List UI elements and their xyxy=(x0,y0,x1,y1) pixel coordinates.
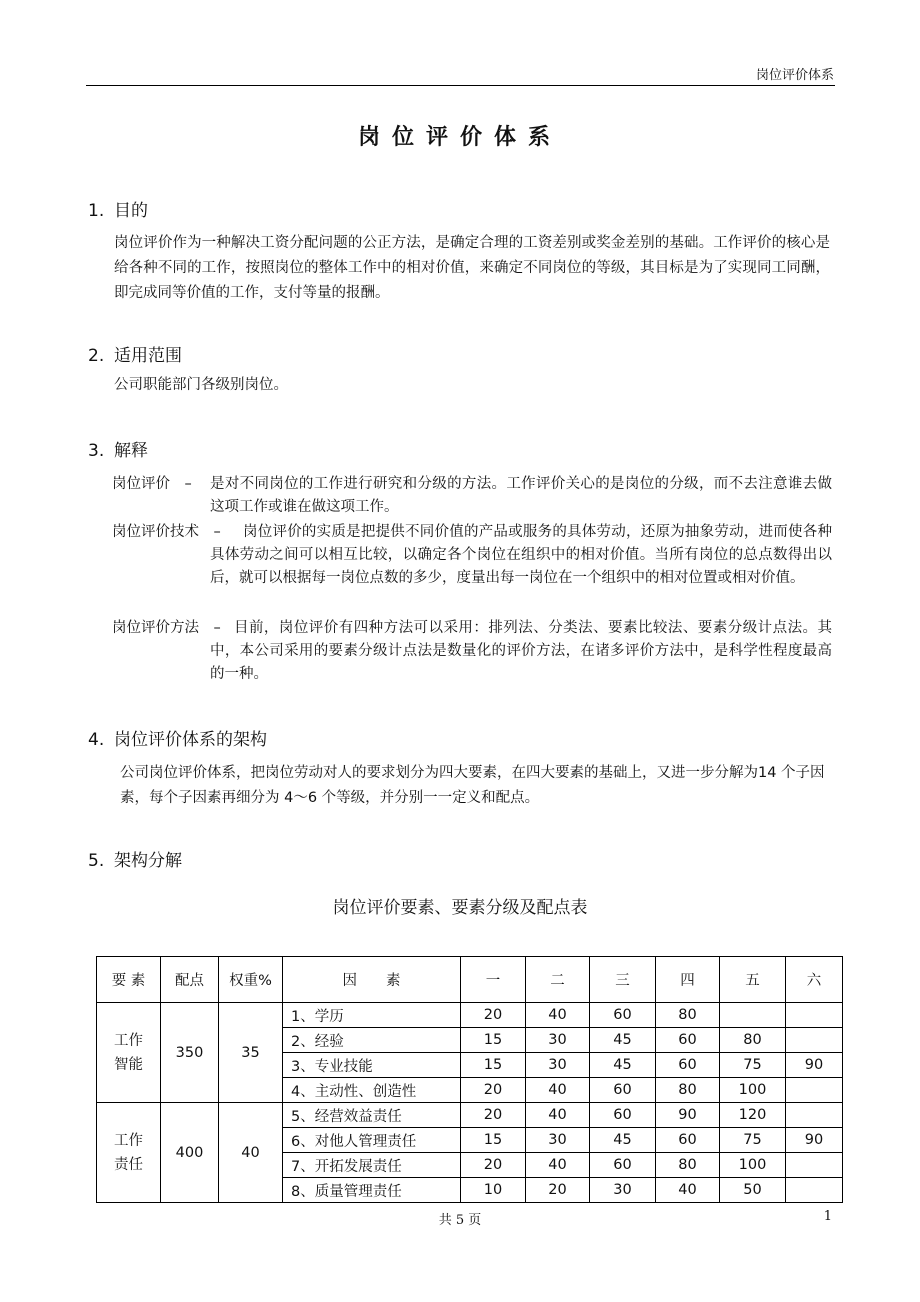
level-cell xyxy=(786,1103,843,1128)
definition-body: 是对不同岗位的工作进行研究和分级的方法。工作评价关心的是岗位的分级，而不去注意谁去做这项工作或谁在做这项工作。 xyxy=(210,476,832,515)
level-cell: 90 xyxy=(786,1053,843,1078)
level-cell: 30 xyxy=(526,1128,590,1153)
level-cell: 30 xyxy=(590,1178,656,1203)
factor-cell: 6、对他人管理责任 xyxy=(283,1128,461,1153)
factor-points-table xyxy=(96,956,843,1203)
header-cell: 四 xyxy=(656,957,720,1003)
level-cell xyxy=(786,1078,843,1103)
section-4-heading xyxy=(88,725,267,750)
section-number: 5. xyxy=(88,851,105,871)
level-cell: 90 xyxy=(786,1128,843,1153)
factor-cell: 4、主动性、创造性 xyxy=(283,1078,461,1103)
level-cell: 45 xyxy=(590,1028,656,1053)
page-total: 共 5 页 xyxy=(438,1213,482,1228)
header-cell: 二 xyxy=(526,957,590,1003)
level-cell: 60 xyxy=(590,1078,656,1103)
element-cell xyxy=(97,1103,161,1203)
level-cell: 50 xyxy=(720,1178,786,1203)
definition-term: 岗位评价 – xyxy=(112,476,192,492)
section-number: 4. xyxy=(88,730,105,750)
level-cell: 60 xyxy=(590,1003,656,1028)
header-rule xyxy=(86,85,835,86)
level-cell: 20 xyxy=(461,1003,526,1028)
section-title: 岗位评价体系的架构 xyxy=(114,730,267,750)
level-cell xyxy=(786,1028,843,1053)
level-cell: 40 xyxy=(526,1003,590,1028)
table-caption: 岗位评价要素、要素分级及配点表 xyxy=(332,898,588,918)
header-cell: 配点 xyxy=(161,957,219,1003)
element-label: 工作智能 xyxy=(113,1032,143,1073)
level-cell: 75 xyxy=(720,1053,786,1078)
section-number: 3. xyxy=(88,441,105,461)
level-cell xyxy=(786,1153,843,1178)
element-cell xyxy=(97,1003,161,1103)
header-cell: 五 xyxy=(720,957,786,1003)
section-title: 适用范围 xyxy=(114,346,182,366)
level-cell: 60 xyxy=(656,1128,720,1153)
header-cell: 三 xyxy=(590,957,656,1003)
level-cell: 20 xyxy=(526,1178,590,1203)
document-title: 岗位评价体系 xyxy=(357,125,562,150)
page-number: 1 xyxy=(823,1209,832,1224)
level-cell: 75 xyxy=(720,1128,786,1153)
section-1-heading xyxy=(88,196,148,221)
section-1-text: 岗位评价作为一种解决工资分配问题的公正方法，是确定合理的工资差别或奖金差别的基础。工作评价的核心是给各种不同的工作，按照岗位的整体工作中的相对价值，来确定不同岗位的等级，其目标是为了实现同工同酬，即完成同等价值的工作，支付等量的报酬。 xyxy=(114,235,830,301)
level-cell: 120 xyxy=(720,1103,786,1128)
section-number: 1. xyxy=(88,201,105,221)
level-cell: 80 xyxy=(656,1153,720,1178)
section-title: 目的 xyxy=(114,201,148,221)
section-5-heading xyxy=(88,846,182,871)
header-cell: 因 素 xyxy=(283,957,461,1003)
section-number: 2. xyxy=(88,346,105,366)
level-cell: 45 xyxy=(590,1053,656,1078)
header-cell: 权重% xyxy=(219,957,283,1003)
definition-body: 岗位评价的实质是把提供不同价值的产品或服务的具体劳动，还原为抽象劳动，进而使各种具体劳动之间可以相互比较，以确定各个岗位在组织中的相对价值。当所有岗位的总点数得出以后，就可以根据每一岗位点数的多少，度量出每一岗位在一个组织中的相对位置或相对价值。 xyxy=(210,524,832,586)
factor-cell: 2、经验 xyxy=(283,1028,461,1053)
weight-cell: 35 xyxy=(219,1003,283,1103)
level-cell: 80 xyxy=(656,1078,720,1103)
weight-cell: 40 xyxy=(219,1103,283,1203)
level-cell xyxy=(786,1178,843,1203)
level-cell: 100 xyxy=(720,1153,786,1178)
level-cell: 15 xyxy=(461,1053,526,1078)
level-cell xyxy=(786,1003,843,1028)
level-cell: 60 xyxy=(590,1153,656,1178)
definition-body: 目前，岗位评价有四种方法可以采用：排列法、分类法、要素比较法、要素分级计点法。其中，本公司采用的要素分级计点法是数量化的评价方法，在诸多评价方法中，是科学性程度最高的一种。 xyxy=(210,620,832,682)
factor-cell: 8、质量管理责任 xyxy=(283,1178,461,1203)
level-cell: 10 xyxy=(461,1178,526,1203)
level-cell: 15 xyxy=(461,1128,526,1153)
level-cell: 40 xyxy=(656,1178,720,1203)
factor-cell: 1、学历 xyxy=(283,1003,461,1028)
factor-cell: 5、经营效益责任 xyxy=(283,1103,461,1128)
level-cell: 20 xyxy=(461,1103,526,1128)
header-cell: 六 xyxy=(786,957,843,1003)
level-cell: 80 xyxy=(720,1028,786,1053)
level-cell: 20 xyxy=(461,1153,526,1178)
section-3-heading xyxy=(88,436,148,461)
points-cell: 400 xyxy=(161,1103,219,1203)
factor-cell: 7、开拓发展责任 xyxy=(283,1153,461,1178)
table-header-row xyxy=(97,957,843,1003)
level-cell: 45 xyxy=(590,1128,656,1153)
level-cell: 30 xyxy=(526,1028,590,1053)
section-2-text: 公司职能部门各级别岗位。 xyxy=(114,377,288,393)
definition-term: 岗位评价方法 – xyxy=(112,620,221,636)
definition-term: 岗位评价技术 – xyxy=(112,524,221,540)
points-cell: 350 xyxy=(161,1003,219,1103)
section-4-text: 公司岗位评价体系，把岗位劳动对人的要求划分为四大要素，在四大要素的基础上，又进一步分解为14 个子因素，每个子因素再细分为 4～6 个等级，并分别一一定义和配点。 xyxy=(120,765,825,806)
factor-cell: 3、专业技能 xyxy=(283,1053,461,1078)
level-cell: 100 xyxy=(720,1078,786,1103)
level-cell: 60 xyxy=(656,1028,720,1053)
level-cell: 20 xyxy=(461,1078,526,1103)
table-row xyxy=(97,1103,843,1128)
level-cell: 60 xyxy=(656,1053,720,1078)
level-cell: 90 xyxy=(656,1103,720,1128)
running-header: 岗位评价体系 xyxy=(755,68,834,83)
level-cell: 40 xyxy=(526,1153,590,1178)
level-cell: 80 xyxy=(656,1003,720,1028)
level-cell: 30 xyxy=(526,1053,590,1078)
section-2-heading xyxy=(88,341,182,366)
header-cell: 一 xyxy=(461,957,526,1003)
level-cell xyxy=(720,1003,786,1028)
section-title: 架构分解 xyxy=(114,851,182,871)
level-cell: 15 xyxy=(461,1028,526,1053)
level-cell: 40 xyxy=(526,1103,590,1128)
header-cell: 要 素 xyxy=(97,957,161,1003)
element-label: 工作责任 xyxy=(113,1132,143,1173)
section-title: 解释 xyxy=(114,441,148,461)
level-cell: 40 xyxy=(526,1078,590,1103)
level-cell: 60 xyxy=(590,1103,656,1128)
table-row xyxy=(97,1003,843,1028)
